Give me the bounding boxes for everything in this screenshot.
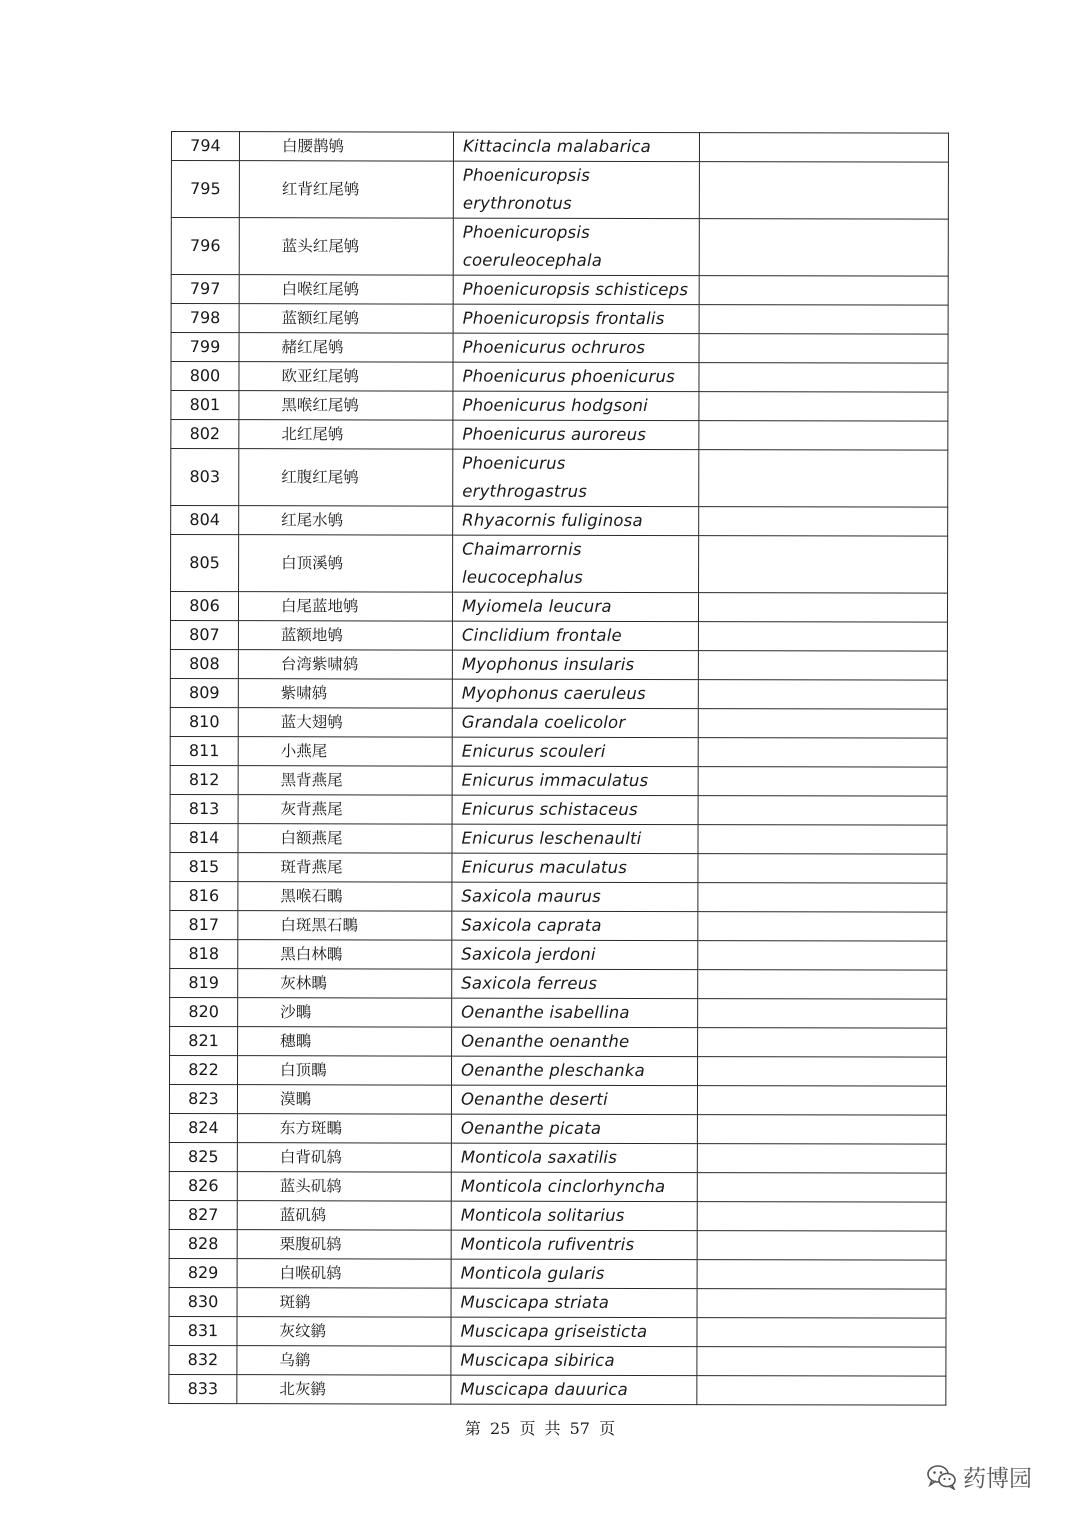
table-row (171, 161, 948, 220)
row-number: 801 (171, 391, 239, 420)
chinese-name: 白顶溪鸲 (239, 535, 453, 592)
watermark-text: 药博园 (963, 1466, 1032, 1492)
remarks-cell (698, 709, 947, 739)
chinese-name: 黑白林䳭 (238, 940, 452, 969)
row-number: 810 (170, 707, 238, 736)
remarks-cell (699, 334, 948, 364)
chinese-name: 白额燕尾 (238, 824, 452, 853)
scientific-name: Saxicola caprata (452, 911, 698, 941)
table-row (171, 420, 948, 451)
scientific-name: Phoenicurus erythrogastrus (453, 449, 699, 507)
scientific-name-line: erythronotus (462, 193, 572, 213)
chinese-name: 赭红尾鸲 (239, 333, 453, 362)
table-row (171, 449, 948, 508)
scientific-name: Oenanthe pleschanka (452, 1056, 698, 1086)
row-number: 799 (171, 333, 239, 362)
row-number: 822 (170, 1055, 238, 1084)
table-row (169, 1345, 946, 1376)
remarks-cell (697, 1376, 946, 1406)
scientific-name: Saxicola ferreus (452, 969, 698, 999)
scientific-name: Phoenicurus hodgsoni (453, 391, 699, 421)
remarks-cell (699, 392, 948, 422)
remarks-cell (699, 305, 948, 335)
remarks-cell (699, 536, 948, 594)
row-number: 808 (170, 649, 238, 678)
scientific-name: Myophonus insularis (452, 650, 698, 680)
scientific-name: Myophonus caeruleus (452, 679, 698, 709)
scientific-name: Monticola gularis (451, 1259, 697, 1289)
chinese-name: 白腰鹊鸲 (239, 132, 453, 161)
table-row (171, 506, 948, 537)
row-number: 805 (171, 535, 239, 592)
scientific-name (453, 218, 699, 276)
chinese-name: 灰林䳭 (238, 969, 452, 998)
table-row (170, 910, 947, 941)
row-number: 832 (169, 1345, 237, 1374)
table-row (171, 362, 948, 393)
scientific-name (453, 535, 699, 593)
chinese-name: 欧亚红尾鸲 (239, 362, 453, 391)
chinese-name: 红腹红尾鸲 (239, 449, 453, 506)
scientific-name: Muscicapa griseisticta (451, 1317, 697, 1347)
row-number: 826 (169, 1171, 237, 1200)
chinese-name: 白尾蓝地鸲 (238, 592, 452, 621)
scientific-name: Muscicapa dauurica (451, 1375, 697, 1405)
row-number: 828 (169, 1229, 237, 1258)
scientific-name: Myiomela leucura (452, 592, 698, 622)
chinese-name: 穗䳭 (238, 1027, 452, 1056)
row-number: 819 (170, 968, 238, 997)
row-number: 794 (171, 132, 239, 161)
remarks-cell (698, 825, 947, 855)
remarks-cell (698, 622, 947, 652)
chinese-name: 北灰鹟 (237, 1375, 451, 1404)
row-number: 823 (169, 1084, 237, 1113)
row-number: 815 (170, 852, 238, 881)
row-number: 809 (170, 678, 238, 707)
table-row (170, 621, 947, 652)
scientific-name (453, 161, 699, 219)
row-number: 811 (170, 736, 238, 765)
scientific-name: Oenanthe picata (451, 1114, 697, 1144)
remarks-cell (697, 1115, 946, 1145)
row-number: 813 (170, 794, 238, 823)
chinese-name: 灰纹鹟 (237, 1317, 451, 1346)
scientific-name: Cinclidium frontale (452, 621, 698, 651)
row-number: 804 (171, 506, 239, 535)
remarks-cell (699, 507, 948, 537)
row-number: 800 (171, 362, 239, 391)
scientific-name: Phoenicurus auroreus (453, 420, 699, 450)
table-row (170, 649, 947, 680)
remarks-cell (698, 767, 947, 797)
page-number: 第 25 页 共 57 页 (464, 1419, 616, 1438)
chinese-name: 台湾紫啸鸫 (238, 650, 452, 679)
chinese-name: 红尾水鸲 (239, 506, 453, 535)
table-row (171, 391, 948, 422)
scientific-name: Oenanthe deserti (451, 1085, 697, 1115)
chinese-name: 东方斑䳭 (237, 1114, 451, 1143)
remarks-cell (699, 363, 948, 393)
remarks-cell (698, 941, 947, 971)
remarks-cell (699, 133, 948, 163)
chinese-name: 蓝矶鸫 (237, 1201, 451, 1230)
table-row (171, 275, 948, 306)
scientific-name: Saxicola maurus (452, 882, 698, 912)
table-row (171, 333, 948, 364)
scientific-name: Enicurus schistaceus (452, 795, 698, 825)
row-number: 816 (170, 881, 238, 910)
scientific-name: Phoenicuropsis schisticeps (453, 275, 699, 305)
remarks-cell (698, 883, 947, 913)
scientific-name: Muscicapa sibirica (451, 1346, 697, 1376)
remarks-cell (698, 680, 947, 710)
scientific-name: Kittacincla malabarica (453, 132, 699, 162)
remarks-cell (698, 651, 947, 681)
row-number: 797 (171, 275, 239, 304)
table-row (170, 592, 947, 623)
table-row (169, 1229, 946, 1260)
wechat-icon (927, 1464, 957, 1490)
chinese-name: 黑喉红尾鸲 (239, 391, 453, 420)
table-row (170, 707, 947, 738)
table-row (171, 218, 948, 277)
watermark (927, 1460, 1032, 1493)
remarks-cell (699, 276, 948, 306)
scientific-name: Monticola rufiventris (451, 1230, 697, 1260)
scientific-name: Enicurus maculatus (452, 853, 698, 883)
row-number: 821 (170, 1026, 238, 1055)
table-row (169, 1374, 946, 1405)
chinese-name: 沙䳭 (238, 998, 452, 1027)
remarks-cell (699, 450, 948, 508)
chinese-name: 蓝头红尾鸲 (239, 218, 453, 275)
row-number: 829 (169, 1258, 237, 1287)
table-row (170, 968, 947, 999)
remarks-cell (698, 970, 947, 1000)
row-number: 812 (170, 765, 238, 794)
remarks-cell (697, 1173, 946, 1203)
table-row (170, 881, 947, 912)
chinese-name: 灰背燕尾 (238, 795, 452, 824)
scientific-name: Monticola solitarius (451, 1201, 697, 1231)
row-number: 814 (170, 823, 238, 852)
remarks-cell (698, 912, 947, 942)
chinese-name: 红背红尾鸲 (239, 161, 453, 218)
remarks-cell (697, 1231, 946, 1261)
scientific-name: Grandala coelicolor (452, 708, 698, 738)
table-row (170, 823, 947, 854)
remarks-cell (698, 796, 947, 826)
table-row (170, 736, 947, 767)
scientific-name-line: leucocephalus (462, 567, 583, 587)
chinese-name: 蓝头矶鸫 (237, 1172, 451, 1201)
chinese-name: 蓝额红尾鸲 (239, 304, 453, 333)
row-number: 806 (170, 592, 238, 621)
remarks-cell (698, 854, 947, 884)
remarks-cell (697, 1318, 946, 1348)
remarks-cell (699, 421, 948, 451)
scientific-name: Enicurus scouleri (452, 737, 698, 767)
scientific-name: Enicurus leschenaulti (452, 824, 698, 854)
chinese-name: 斑背燕尾 (238, 853, 452, 882)
table-body (169, 132, 949, 1406)
scientific-name: Phoenicurus phoenicurus (453, 362, 699, 392)
species-table (168, 131, 949, 1406)
remarks-cell (699, 219, 948, 277)
table-row (170, 939, 947, 970)
scientific-name: Monticola cinclorhyncha (451, 1172, 697, 1202)
row-number: 795 (171, 161, 239, 218)
remarks-cell (698, 738, 947, 768)
chinese-name: 白背矶鸫 (237, 1143, 451, 1172)
table-row (169, 1084, 946, 1115)
scientific-name: Oenanthe isabellina (452, 998, 698, 1028)
remarks-cell (697, 1144, 946, 1174)
remarks-cell (697, 1289, 946, 1319)
row-number: 817 (170, 910, 238, 939)
chinese-name: 蓝大翅鸲 (238, 708, 452, 737)
scientific-name: Saxicola jerdoni (452, 940, 698, 970)
table-row (169, 1142, 946, 1173)
table-row (169, 1200, 946, 1231)
row-number: 803 (171, 449, 239, 506)
remarks-cell (698, 1057, 947, 1087)
row-number: 820 (170, 997, 238, 1026)
row-number: 827 (169, 1200, 237, 1229)
chinese-name: 白斑黑石䳭 (238, 911, 452, 940)
chinese-name: 蓝额地鸲 (238, 621, 452, 650)
chinese-name: 斑鹟 (237, 1288, 451, 1317)
table-row (171, 304, 948, 335)
table-row (171, 535, 948, 594)
row-number: 830 (169, 1287, 237, 1316)
scientific-name: Rhyacornis fuliginosa (453, 506, 699, 536)
chinese-name: 北红尾鸲 (239, 420, 453, 449)
row-number: 825 (169, 1142, 237, 1171)
table-row (169, 1171, 946, 1202)
row-number: 831 (169, 1316, 237, 1345)
scientific-name-line: coeruleocephala (462, 250, 603, 270)
table-row (171, 132, 948, 163)
chinese-name: 黑背燕尾 (238, 766, 452, 795)
remarks-cell (698, 999, 947, 1029)
table-row (170, 852, 947, 883)
table-row (169, 1113, 946, 1144)
remarks-cell (697, 1202, 946, 1232)
chinese-name: 白顶䳭 (238, 1056, 452, 1085)
remarks-cell (698, 1028, 947, 1058)
remarks-cell (697, 1086, 946, 1116)
chinese-name: 小燕尾 (238, 737, 452, 766)
row-number: 802 (171, 420, 239, 449)
chinese-name: 紫啸鸫 (238, 679, 452, 708)
scientific-name: Phoenicuropsis frontalis (453, 304, 699, 334)
remarks-cell (697, 1347, 946, 1377)
row-number: 807 (170, 621, 238, 650)
chinese-name: 乌鹟 (237, 1346, 451, 1375)
scientific-name: Phoenicurus ochruros (453, 333, 699, 363)
scientific-name: Muscicapa striata (451, 1288, 697, 1318)
remarks-cell (697, 1260, 946, 1290)
table-row (169, 1258, 946, 1289)
table-row (170, 997, 947, 1028)
scientific-name: Oenanthe oenanthe (452, 1027, 698, 1057)
table-row (170, 678, 947, 709)
scientific-name-line: Phoenicuropsis (462, 165, 591, 185)
chinese-name: 白喉矶鸫 (237, 1259, 451, 1288)
table-row (169, 1316, 946, 1347)
scientific-name: Enicurus immaculatus (452, 766, 698, 796)
table-row (170, 1055, 947, 1086)
table-row (170, 1026, 947, 1057)
scientific-name-line: Phoenicuropsis (462, 222, 590, 242)
remarks-cell (699, 162, 948, 220)
remarks-cell (698, 593, 947, 623)
table-row (170, 794, 947, 825)
table-row (170, 765, 947, 796)
row-number: 833 (169, 1374, 237, 1403)
scientific-name: Monticola saxatilis (451, 1143, 697, 1173)
chinese-name: 白喉红尾鸲 (239, 275, 453, 304)
row-number: 796 (171, 218, 239, 275)
row-number: 818 (170, 939, 238, 968)
row-number: 798 (171, 304, 239, 333)
table-row (169, 1287, 946, 1318)
chinese-name: 漠䳭 (237, 1085, 451, 1114)
row-number: 824 (169, 1113, 237, 1142)
scientific-name-line: Chaimarrornis (462, 539, 582, 559)
chinese-name: 黑喉石䳭 (238, 882, 452, 911)
chinese-name: 栗腹矶鸫 (237, 1230, 451, 1259)
